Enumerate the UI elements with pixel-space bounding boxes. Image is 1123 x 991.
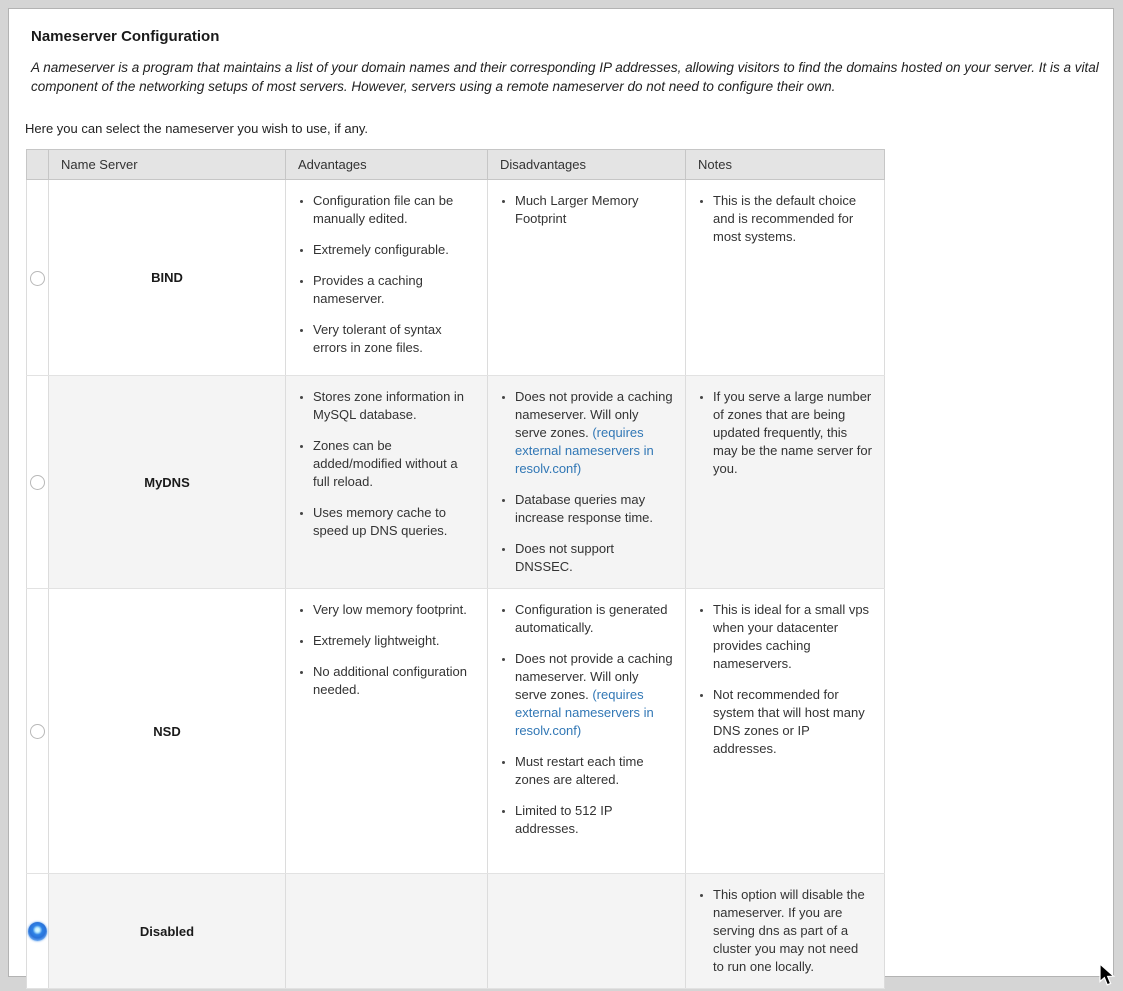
bullet-item: • Does not provide a caching nameserver. Will only serve zones. (requires external nameservers in resolv.conf) — [515, 388, 673, 478]
nameserver-row-bind — [27, 180, 885, 376]
advantages-column-header: Advantages — [286, 150, 488, 180]
bullet-item: • Database queries may increase response time. — [515, 491, 673, 527]
radio-cell-nsd — [27, 589, 49, 874]
nameserver-radio-bind[interactable] — [30, 271, 45, 286]
select-instruction: Here you can select the nameserver you wish to use, if any. — [25, 121, 368, 136]
advantages-list — [298, 388, 475, 540]
bullet-item: • Very low memory footprint. — [313, 601, 475, 619]
disadvantages-cell-nsd — [488, 589, 686, 874]
nameserver-name-mydns: MyDNS — [49, 376, 286, 589]
disadvantages-list — [500, 192, 673, 228]
radio-cell-bind — [27, 180, 49, 376]
bullet-item: • Limited to 512 IP addresses. — [515, 802, 673, 838]
nameserver-row-mydns — [27, 376, 885, 589]
bullet-item: • Stores zone information in MySQL database. — [313, 388, 475, 424]
notes-list — [698, 388, 872, 478]
bullet-item: • If you serve a large number of zones that are being updated frequently, this may be the name server for you. — [713, 388, 872, 478]
notes-cell-nsd — [686, 589, 885, 874]
advantages-cell-bind — [286, 180, 488, 376]
nameserver-name-disabled: Disabled — [49, 874, 286, 989]
bullet-item: • This is the default choice and is recommended for most systems. — [713, 192, 872, 246]
intro-text: A nameserver is a program that maintains a list of your domain names and their corresponding IP addresses, allowing visitors to find the domains hosted on your server. It is a vital component of the networking setups of most servers. However, servers using a remote nameserver do not need to configure their own. — [31, 60, 1099, 94]
bullet-item: • Must restart each time zones are altered. — [515, 753, 673, 789]
notes-list — [698, 601, 872, 758]
nameserver-table — [26, 149, 885, 989]
radio-cell-disabled — [27, 874, 49, 989]
bullet-item: • Configuration file can be manually edited. — [313, 192, 475, 228]
notes-list — [698, 886, 872, 976]
bullet-item: • No additional configuration needed. — [313, 663, 475, 699]
bullet-item: • Does not support DNSSEC. — [515, 540, 673, 576]
bullet-item: • Extremely configurable. — [313, 241, 475, 259]
bullet-item: • Does not provide a caching nameserver. Will only serve zones. (requires external nameservers in resolv.conf) — [515, 650, 673, 740]
radio-cell-mydns — [27, 376, 49, 589]
nameserver-radio-mydns[interactable] — [30, 475, 45, 490]
nameserver-row-nsd — [27, 589, 885, 874]
page-title: Nameserver Configuration — [31, 28, 220, 45]
bullet-item: • This is ideal for a small vps when your datacenter provides caching nameservers. — [713, 601, 872, 673]
bullet-item: • This option will disable the nameserver. If you are serving dns as part of a cluster you may not need to run one locally. — [713, 886, 872, 976]
notes-column-header: Notes — [686, 150, 885, 180]
bullet-item: • Very tolerant of syntax errors in zone files. — [313, 321, 475, 357]
disadvantages-list — [500, 388, 673, 576]
disadvantages-cell-bind — [488, 180, 686, 376]
advantages-cell-mydns — [286, 376, 488, 589]
advantages-list — [298, 601, 475, 699]
disadvantages-cell-mydns — [488, 376, 686, 589]
nameserver-name-bind: BIND — [49, 180, 286, 376]
radio-column-header — [27, 150, 49, 180]
table-header — [27, 150, 885, 180]
disadvantages-column-header: Disadvantages — [488, 150, 686, 180]
bullet-item: • Uses memory cache to speed up DNS queries. — [313, 504, 475, 540]
nameserver-table-body — [27, 180, 885, 989]
resolv-conf-link[interactable]: (requires external nameservers in resolv.conf) — [515, 425, 654, 476]
advantages-cell-disabled — [286, 874, 488, 989]
name-server-column-header: Name Server — [49, 150, 286, 180]
bullet-item: • Zones can be added/modified without a full reload. — [313, 437, 475, 491]
nameserver-name-nsd: NSD — [49, 589, 286, 874]
bullet-item: • Not recommended for system that will host many DNS zones or IP addresses. — [713, 686, 872, 758]
notes-list — [698, 192, 872, 246]
notes-cell-disabled — [686, 874, 885, 989]
resolv-conf-link[interactable]: (requires external nameservers in resolv.conf) — [515, 687, 654, 738]
nameserver-radio-disabled[interactable] — [28, 922, 47, 941]
notes-cell-bind — [686, 180, 885, 376]
disadvantages-cell-disabled — [488, 874, 686, 989]
notes-cell-mydns — [686, 376, 885, 589]
bullet-item: • Configuration is generated automatically. — [515, 601, 673, 637]
advantages-list — [298, 192, 475, 357]
nameserver-row-disabled — [27, 874, 885, 989]
bullet-item: • Provides a caching nameserver. — [313, 272, 475, 308]
advantages-cell-nsd — [286, 589, 488, 874]
bullet-item: • Much Larger Memory Footprint — [515, 192, 673, 228]
nameserver-configuration-panel — [8, 8, 1114, 977]
bullet-item: • Extremely lightweight. — [313, 632, 475, 650]
nameserver-radio-nsd[interactable] — [30, 724, 45, 739]
disadvantages-list — [500, 601, 673, 838]
